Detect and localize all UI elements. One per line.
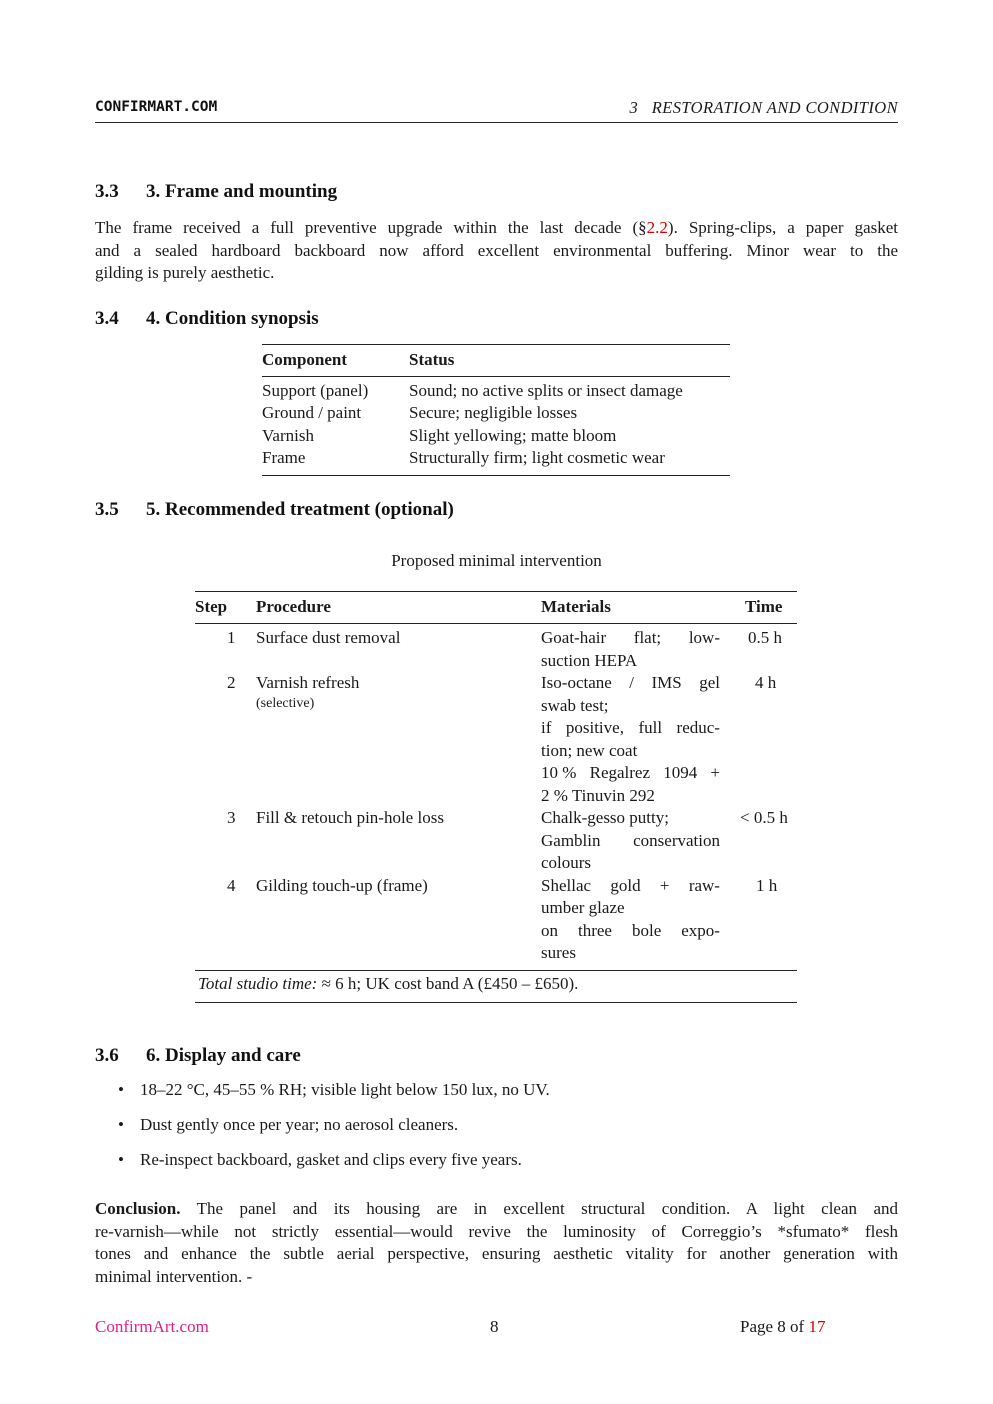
text-span: conservation: [633, 831, 720, 850]
section-title: 5. Recommended treatment (optional): [146, 499, 454, 520]
column-header-status: Status: [409, 350, 455, 369]
time-cell: 1 h: [756, 876, 778, 895]
paragraph-line: gilding is purely aesthetic.: [95, 263, 275, 283]
table-total-rule: [195, 970, 797, 971]
text-span: low-: [688, 628, 720, 647]
materials-line: suction HEPA: [541, 651, 638, 670]
table-bottom-rule: [262, 475, 730, 476]
materials-line: [541, 627, 720, 650]
text-span: raw-: [688, 876, 720, 895]
text-span: 1094: [663, 763, 698, 782]
conclusion-label: Conclusion.: [95, 1199, 181, 1218]
table-cell: Sound; no active splits or insect damage: [409, 381, 683, 400]
procedure-cell: Surface dust removal: [256, 628, 401, 647]
table-caption: Proposed minimal intervention: [391, 551, 602, 570]
column-header-procedure: Procedure: [256, 597, 331, 616]
text-span: if: [541, 718, 552, 737]
section-number: 3.5: [95, 499, 119, 520]
column-header-component: Component: [262, 350, 348, 369]
paragraph-line: and a sealed hardboard backboard now afford excellent environmental buffering. Minor wear to the: [95, 240, 898, 260]
text-span: Gamblin: [541, 831, 601, 850]
section-heading-display: [95, 1045, 301, 1067]
text-span: +: [659, 876, 670, 895]
section-number: 3.4: [95, 308, 119, 329]
total-value: ≈ 6 h; UK cost band A (£450 – £650).: [317, 974, 579, 993]
text-span: gold: [610, 876, 641, 895]
table-cell: Secure; negligible losses: [409, 403, 578, 422]
footer-page-number: 8: [490, 1317, 499, 1336]
list-item: [118, 1115, 458, 1135]
section-heading-condition: [95, 308, 319, 330]
step-number: 1: [227, 628, 236, 647]
materials-line: 2 % Tinuvin 292: [541, 786, 655, 805]
step-number: 4: [227, 876, 236, 895]
materials-line: [541, 672, 720, 695]
text-span: gel: [699, 673, 720, 692]
table-header-rule: [262, 376, 730, 377]
text-span: Shellac: [541, 876, 592, 895]
column-header-time: Time: [745, 597, 783, 616]
running-chapter-title: 3 RESTORATION AND CONDITION: [629, 98, 898, 117]
text-span: three: [578, 921, 612, 940]
bullet-icon: •: [118, 1115, 124, 1134]
list-item-text: Re-inspect backboard, gasket and clips every five years.: [140, 1150, 522, 1169]
section-title: 3. Frame and mounting: [146, 181, 338, 202]
paragraph-line: [95, 1198, 898, 1221]
section-heading-frame: [95, 181, 337, 203]
column-header-step: Step: [195, 597, 228, 616]
text-span: flat;: [633, 628, 662, 647]
procedure-note: (selective): [256, 696, 315, 711]
text-span: on: [541, 921, 558, 940]
time-cell: 0.5 h: [748, 628, 782, 647]
frame-paragraph: [95, 217, 898, 285]
materials-line: Chalk-gesso putty;: [541, 808, 669, 827]
paragraph-line: [95, 217, 898, 240]
materials-line: [541, 920, 720, 943]
text-span: Iso-octane: [541, 673, 612, 692]
materials-line: [541, 830, 720, 853]
paragraph-line: re-varnish—while not strictly essential—would revive the luminosity of Correggio’s *sfumato* flesh: [95, 1221, 898, 1241]
materials-line: [541, 875, 720, 898]
table-bottom-rule: [195, 1002, 797, 1003]
footer-site-link[interactable]: ConfirmArt.com: [95, 1317, 209, 1336]
footer-page-indicator: [740, 1317, 825, 1337]
paragraph-line: tones and enhance the subtle aerial perspective, ensuring aesthetic vitality for another generation with: [95, 1244, 898, 1264]
table-cell: Slight yellowing; matte bloom: [409, 426, 617, 445]
text-span: +: [710, 763, 720, 782]
bullet-icon: •: [118, 1080, 124, 1099]
text-span: expo-: [681, 921, 720, 940]
procedure-cell: Fill & retouch pin-hole loss: [256, 808, 444, 827]
text-span: The panel and its housing are in excellent structural condition. A light clean and: [196, 1199, 898, 1218]
table-header-rule: [195, 623, 797, 624]
text-span: full: [638, 718, 663, 737]
table-top-rule: [262, 344, 730, 345]
materials-line: umber glaze: [541, 898, 625, 917]
text-span: positive,: [565, 718, 624, 737]
materials-line: [541, 717, 720, 740]
list-item-text: Dust gently once per year; no aerosol cleaners.: [140, 1115, 459, 1134]
list-item: [118, 1080, 550, 1100]
procedure-cell: Gilding touch-up (frame): [256, 876, 428, 895]
section-number: 3.3: [95, 181, 119, 202]
step-number: 3: [227, 808, 236, 827]
text-span: 10 %: [541, 763, 577, 782]
total-pages-link[interactable]: 17: [808, 1317, 826, 1336]
text-span: bole: [631, 921, 662, 940]
materials-line: [541, 762, 720, 785]
total-label: Total studio time:: [198, 974, 318, 993]
materials-line: sures: [541, 943, 576, 962]
site-logo[interactable]: CONFIRMART.COM: [95, 99, 218, 115]
table-cell: Ground / paint: [262, 403, 362, 422]
procedure-cell: Varnish refresh: [256, 673, 360, 692]
section-title: 6. Display and care: [146, 1045, 301, 1066]
text-span: The frame received a full preventive upgrade within the last decade (§: [95, 218, 647, 237]
page-label: Page 8 of: [740, 1317, 809, 1336]
table-cell: Varnish: [262, 426, 314, 445]
text-span: /: [629, 673, 635, 692]
text-span: Goat-hair: [541, 628, 607, 647]
column-header-materials: Materials: [541, 597, 611, 616]
text-span: Regalrez: [589, 763, 651, 782]
table-cell: Structurally firm; light cosmetic wear: [409, 448, 665, 467]
table-cell: Support (panel): [262, 381, 369, 400]
section-reference-link[interactable]: 2.2: [646, 218, 668, 237]
list-item: [118, 1150, 522, 1170]
time-cell: 4 h: [755, 673, 777, 692]
text-span: reduc-: [676, 718, 720, 737]
text-span: ). Spring-clips, a paper gasket: [667, 218, 898, 237]
bullet-icon: •: [118, 1150, 124, 1169]
materials-line: tion; new coat: [541, 741, 638, 760]
step-number: 2: [227, 673, 236, 692]
header-rule: [95, 122, 898, 123]
table-cell: Frame: [262, 448, 306, 467]
total-studio-time: [198, 974, 578, 994]
conclusion-paragraph: [95, 1198, 898, 1289]
text-span: IMS: [651, 673, 682, 692]
list-item-text: 18–22 °C, 45–55 % RH; visible light below 150 lux, no UV.: [140, 1080, 550, 1099]
materials-line: colours: [541, 853, 592, 872]
paragraph-line: minimal intervention. -: [95, 1267, 253, 1287]
section-number: 3.6: [95, 1045, 119, 1066]
table-top-rule: [195, 591, 797, 592]
materials-line: swab test;: [541, 696, 609, 715]
section-heading-treatment: [95, 499, 454, 521]
time-cell: < 0.5 h: [740, 808, 788, 827]
treatment-table: [195, 590, 797, 1010]
section-title: 4. Condition synopsis: [146, 308, 319, 329]
